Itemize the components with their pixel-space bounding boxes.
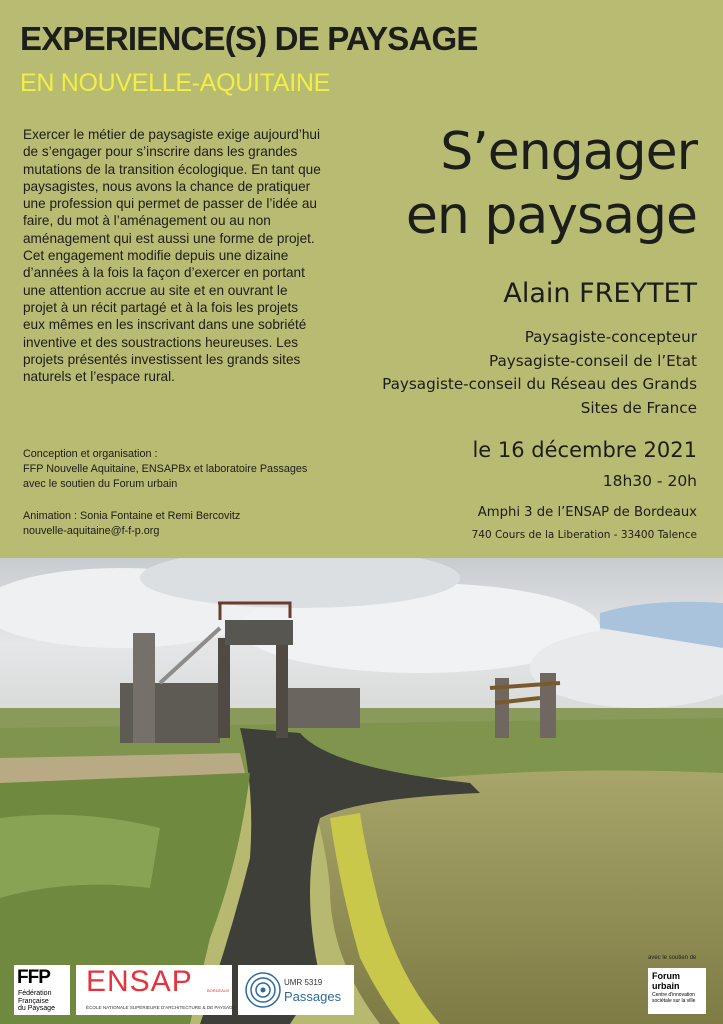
intro-paragraph: Exercer le métier de paysagiste exige aujourd’hui de s’engager pour s’inscrire dans les grandes mutations de la transition écologique. En tant que paysagistes, nous avons la chance de pratiquer une profession qui permet de passer de l’idée au faire, du mot à l’aménagement ou au non aménagement qui est aussi une forme de projet. Cet engagement modifie depuis une dizaine d’années à la fois la façon d’exercer en portant une attention accrue au site et en ouvrant le projet à un récit partagé et à la fois les projets eux mêmes en les inscrivant dans une sobriété inventive et des soustractions heureuses. Les projets présentés investissent les grands sites naturels et l’espace rural. xyxy=(23,127,321,385)
landscape-photo xyxy=(0,558,723,1024)
speaker-roles xyxy=(382,326,697,420)
sluice-pillar xyxy=(133,633,155,743)
ensap-logo xyxy=(76,965,236,1015)
support-label: avec le soutien de xyxy=(648,955,697,961)
series-subtitle: EN NOUVELLE-AQUITAINE xyxy=(20,69,330,97)
ensap-logo-mark: ENSAP xyxy=(86,965,193,998)
ffp-logo-mark: FFP xyxy=(17,967,50,988)
ffp-logo xyxy=(14,965,70,1015)
sluice-pillar xyxy=(218,638,230,738)
sluice-deck xyxy=(225,620,293,645)
speaker-name: Alain FREYTET xyxy=(503,278,697,309)
forum-urbain-name: Forum urbain xyxy=(652,971,680,991)
speaker-role: Paysagiste-conseil du Réseau des Grands xyxy=(382,375,697,393)
ffp-logo-text: Fédération Française du Paysage xyxy=(18,990,55,1013)
event-title xyxy=(406,120,697,248)
speaker-role: Paysagiste-conseil de l’Etat xyxy=(488,351,697,370)
forum-urbain-desc: Centre d'innovation sociétale sur la ville xyxy=(652,992,696,1004)
credits-block xyxy=(23,447,343,539)
credits-organizers: FFP Nouvelle Aquitaine, ENSAPBx et laboratoire Passages xyxy=(23,463,308,475)
speaker-role: Paysagiste-concepteur xyxy=(524,328,697,346)
ensap-logo-line: ÉCOLE NATIONALE SUPÉRIEURE D'ARCHITECTURE & DE PAYSAGE xyxy=(86,1005,236,1010)
credits-support: avec le soutien du Forum urbain xyxy=(23,478,178,490)
event-date: le 16 décembre 2021 xyxy=(472,438,697,462)
credits-animation: Animation : Sonia Fontaine et Remi Bercovitz xyxy=(23,510,241,522)
event-title-line-2: en paysage xyxy=(405,186,697,246)
credits-label: Conception et organisation : xyxy=(23,448,158,460)
sluice-pillar xyxy=(276,643,288,738)
event-address: 740 Cours de la Liberation - 33400 Talence xyxy=(471,529,697,541)
umr-code: UMR 5319 xyxy=(284,978,323,987)
sluice-wall xyxy=(285,688,360,728)
passages-logo xyxy=(238,965,354,1015)
event-time: 18h30 - 20h xyxy=(602,472,697,490)
fingerprint-icon xyxy=(243,970,283,1010)
event-title-line-1: S’engager xyxy=(440,122,697,182)
speaker-role: Sites de France xyxy=(580,398,697,417)
forum-urbain-logo xyxy=(648,968,706,1014)
event-venue: Amphi 3 de l’ENSAP de Bordeaux xyxy=(477,505,697,520)
umr-name: Passages xyxy=(284,989,342,1004)
ensap-logo-tag: BORDEAUX xyxy=(207,988,230,993)
series-title: EXPERIENCE(S) DE PAYSAGE xyxy=(20,20,478,57)
credits-email[interactable]: nouvelle-aquitaine@f-f-p.org xyxy=(23,525,160,537)
